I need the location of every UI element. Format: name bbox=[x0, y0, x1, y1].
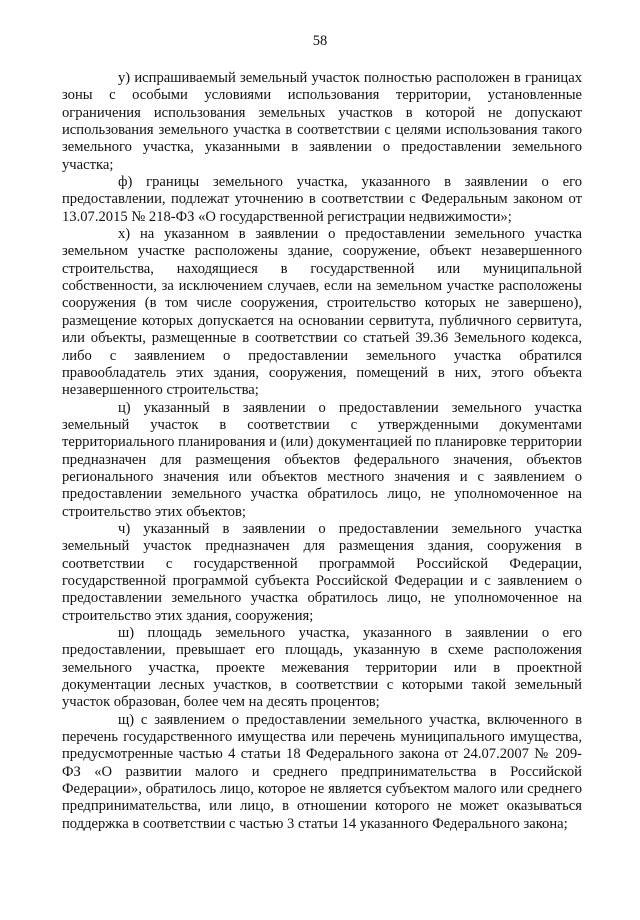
paragraph-ts: ц) указанный в заявлении о предоставлении земельного участка земельный участок в соответствии с утвержденными документами территориального планирования и (или) документацией по планировке территории предназначен для размещения объектов федерального значения, объектов регионального значения или объектов местного значения и с заявлением о предоставлении земельного участка обратилось лицо, не уполномоченное на строительство этих объектов; bbox=[62, 399, 582, 520]
paragraph-sh: ш) площадь земельного участка, указанного в заявлении о его предоставлении, превышает его площадь, указанную в схеме расположения земельного участка, проекте межевания территории или в проектной документации лесных участков, в соответствии с которыми такой земельный участок образован, более чем на десять процентов; bbox=[62, 625, 582, 711]
document-body bbox=[62, 70, 582, 833]
paragraph-kh: х) на указанном в заявлении о предоставлении земельного участка земельном участке расположены здание, сооружение, объект незавершенного строительства, находящиеся в государственной или муниципальной собственности, за исключением случаев, если на земельном участке расположены сооружения (в том числе сооружения, строительство которых не завершено), размещение которых допускается на основании сервитута, публичного сервитута, или объекты, размещенные в соответствии со статьей 39.36 Земельного кодекса, либо с заявлением о предоставлении земельного участка обратился правообладатель этих здания, сооружения, помещений в них, этого объекта незавершенного строительства; bbox=[62, 226, 582, 399]
paragraph-f: ф) границы земельного участка, указанного в заявлении о его предоставлении, подлежат уточнению в соответствии с Федеральным законом от 13.07.2015 № 218-ФЗ «О государственной регистрации недвижимости»; bbox=[62, 174, 582, 225]
paragraph-u: у) испрашиваемый земельный участок полностью расположен в границах зоны с особыми условиями использования территории, установленные ограничения использования земельных участков в которой не допускают использования земельного участка в соответствии с целями использования такого земельного участка, указанными в заявлении о предоставлении земельного участка; bbox=[62, 70, 582, 173]
page-number: 58 bbox=[312, 33, 328, 49]
paragraph-ch: ч) указанный в заявлении о предоставлении земельного участка земельный участок предназначен для размещения здания, сооружения в соответствии с государственной программой Российской Федерации, государственной программой субъекта Российской Федерации и с заявлением о предоставлении земельного участка обратилось лицо, не уполномоченное на строительство этих здания, сооружения; bbox=[62, 520, 582, 624]
paragraph-shch: щ) с заявлением о предоставлении земельного участка, включенного в перечень государственного имущества или перечень муниципального имущества, предусмотренные частью 4 статьи 18 Федерального закона от 24.07.2007 № 209-ФЗ «О развитии малого и среднего предпринимательства в Российской Федерации», обратилось лицо, которое не является субъектом малого или среднего предпринимательства, или лицо, в отношении которого не может оказываться поддержка в соответствии с частью 3 статьи 14 указанного Федерального закона; bbox=[62, 711, 582, 832]
